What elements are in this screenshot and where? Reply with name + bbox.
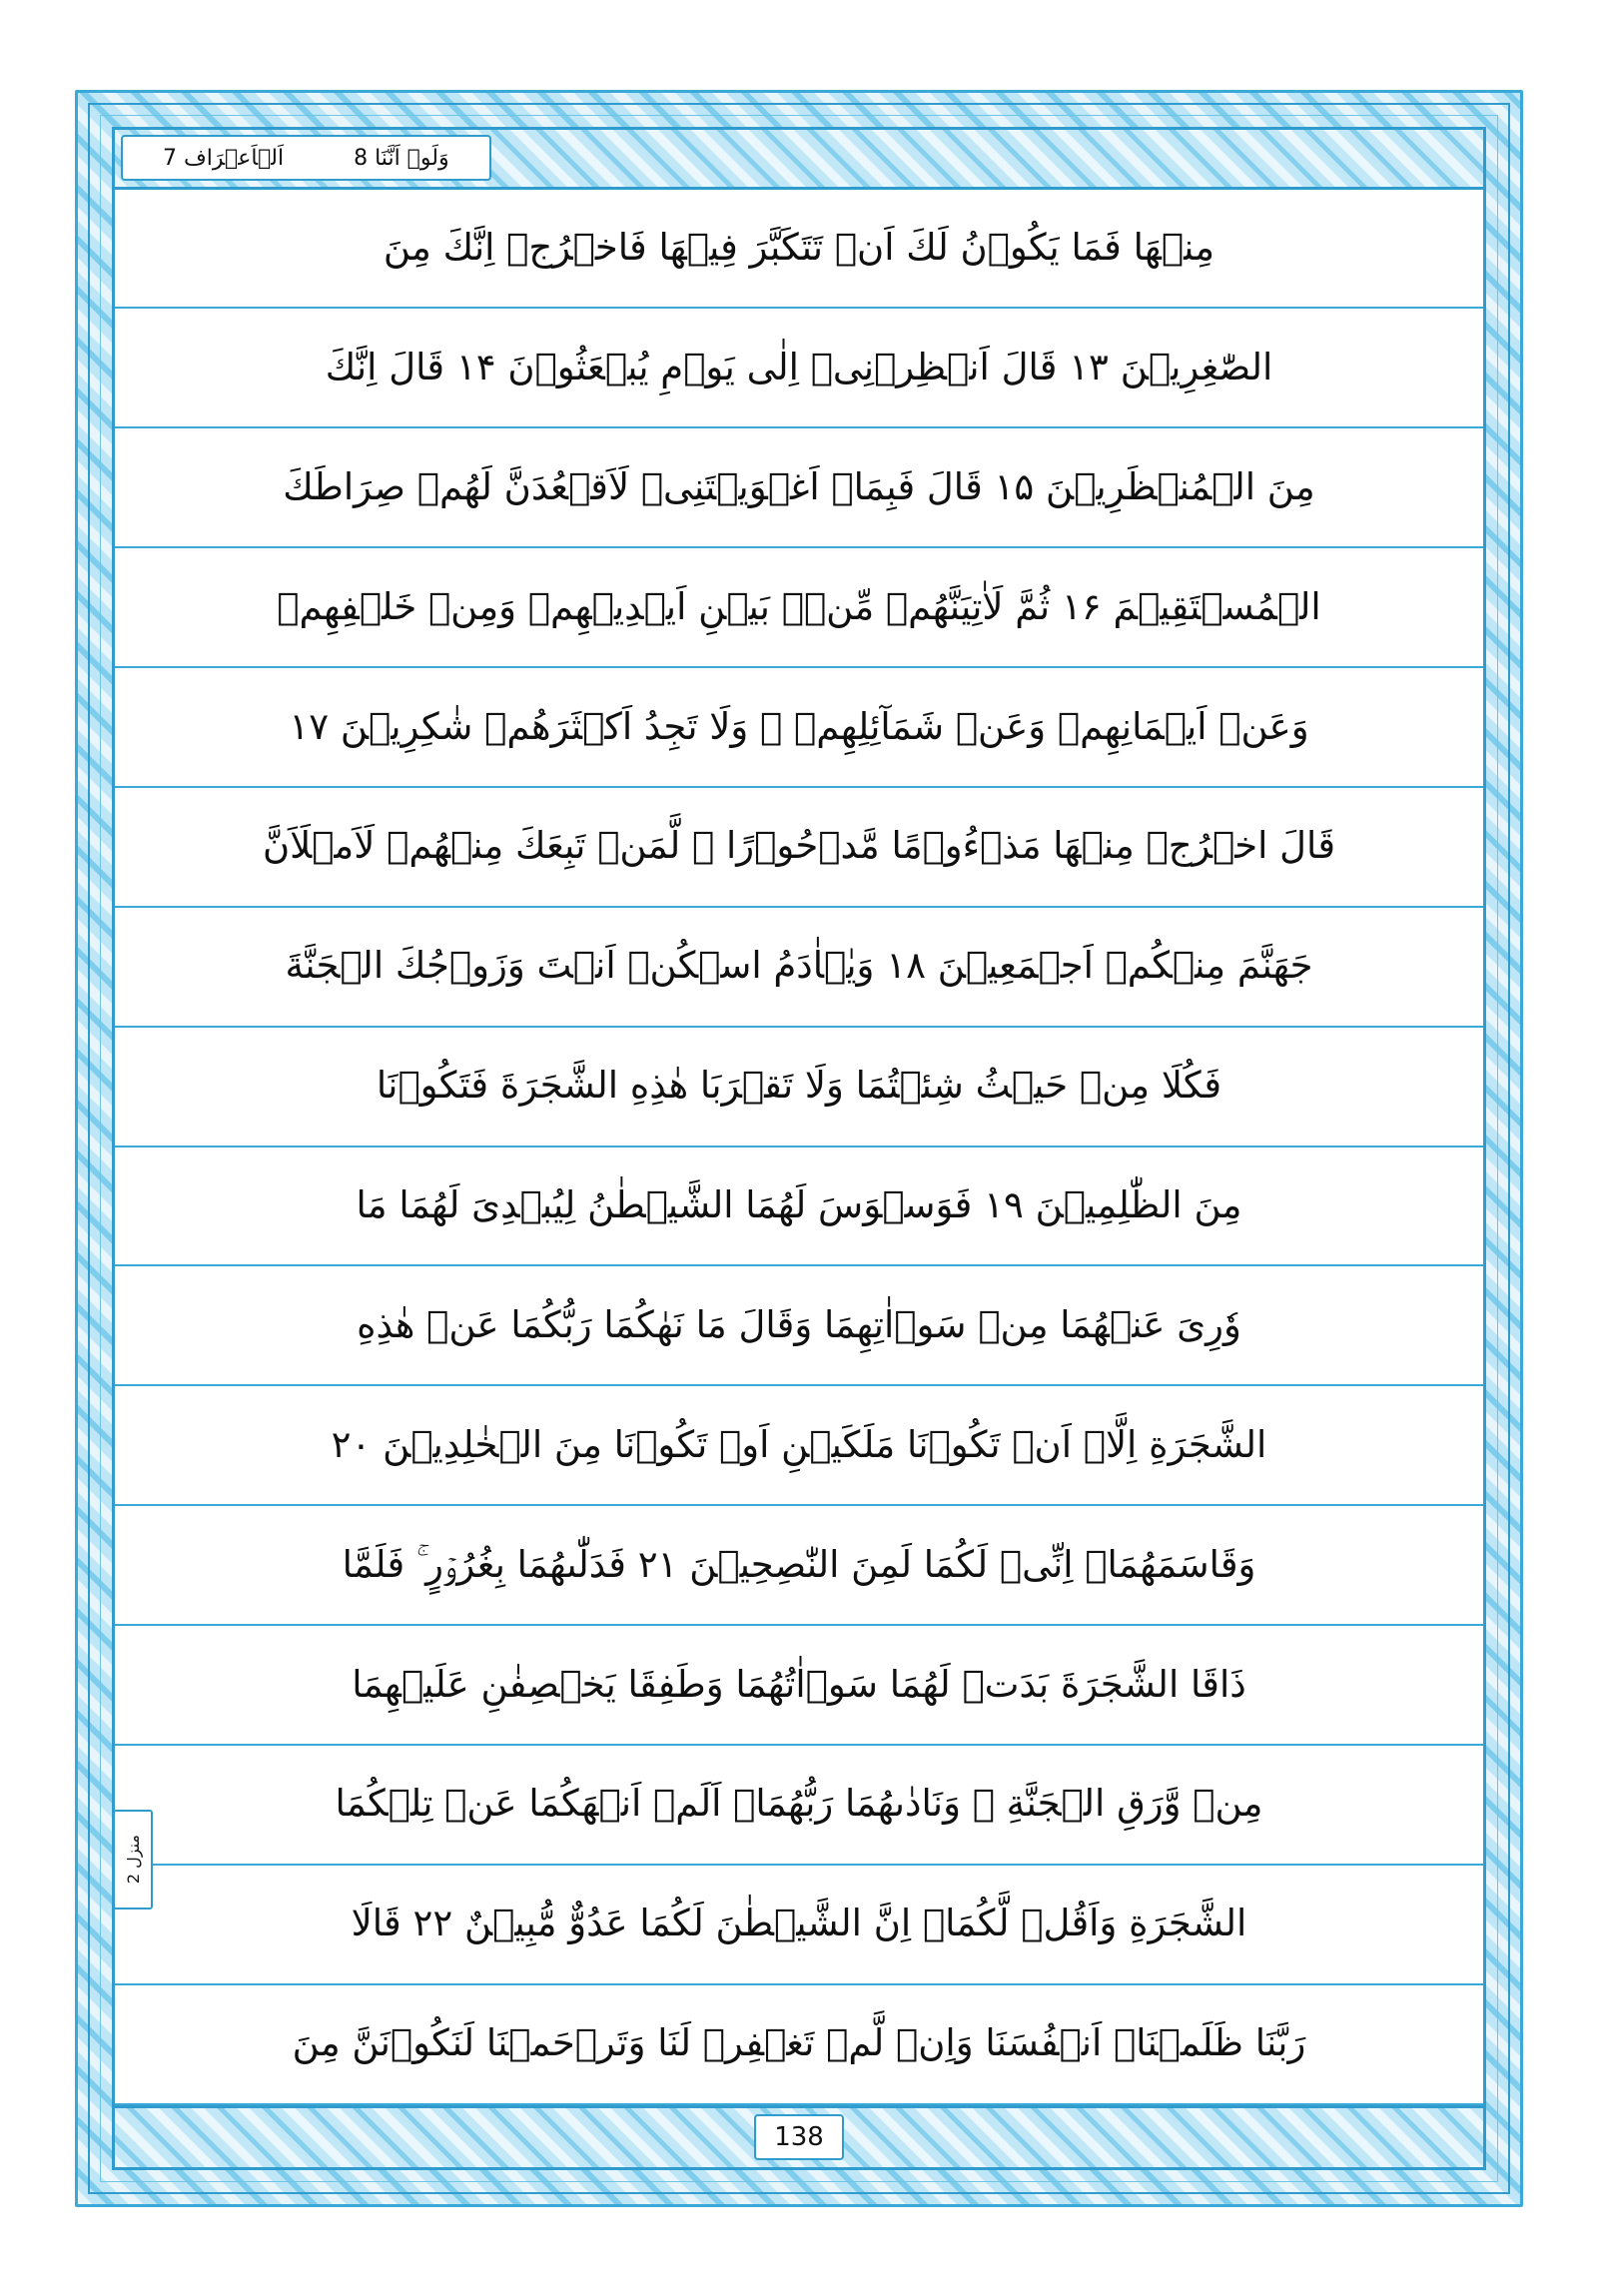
- ayah-line: [115, 788, 1483, 908]
- page-number: 138: [774, 2122, 824, 2152]
- surah-label: اَلۡاَعۡرَاف 7: [163, 145, 285, 171]
- ayah-line: [115, 190, 1483, 310]
- ayah-line: [115, 1985, 1483, 2105]
- page-number-box: [754, 2114, 844, 2160]
- ayah-line-text: مِنَ الۡمُنۡظَرِيۡنَ ۱۵ قَالَ فَبِمَاۤ اَغۡوَيۡتَنِىۡ لَاَقۡعُدَنَّ لَهُمۡ صِرَاطَكَ: [283, 464, 1315, 508]
- ayah-line: [115, 1746, 1483, 1866]
- ayah-line-text: فَكُلَا مِنۡ حَيۡثُ شِئۡتُمَا وَلَا تَقۡرَبَا هٰذِهِ الشَّجَرَةَ فَتَكُوۡنَا: [376, 1064, 1222, 1108]
- ayah-line-text: وٗرِىَ عَنۡهُمَا مِنۡ سَوۡاٰتِهِمَا وَقَالَ مَا نَهٰكُمَا رَبُّكُمَا عَنۡ هٰذِهِ: [357, 1302, 1241, 1346]
- page-footer: [115, 2105, 1483, 2167]
- ayah-lines-container: [115, 190, 1483, 2105]
- manzil-marker: [113, 1810, 153, 1910]
- ayah-line-text: مِنۡ وَّرَقِ الۡجَنَّةِ ۖ وَنَادٰٮهُمَا رَبُّهُمَاۤ اَلَمۡ اَنۡهَكُمَا عَنۡ تِلۡكُمَا: [335, 1782, 1263, 1826]
- ayah-line-text: وَقَاسَمَهُمَاۤ اِنِّىۡ لَكُمَا لَمِنَ النّٰصِحِيۡنَ ۲۱ فَدَلّٰٮهُمَا بِغُرُوۡرٍ ۚ فَلَمَّا: [342, 1542, 1256, 1586]
- ayah-line: [115, 548, 1483, 668]
- ayah-line: [115, 1506, 1483, 1626]
- ayah-line-text: وَعَنۡ اَيۡمَانِهِمۡ وَعَنۡ شَمَآئِلِهِمۡ ۖ وَلَا تَجِدُ اَكۡثَرَهُمۡ شٰكِرِيۡنَ ۱۷: [289, 704, 1309, 748]
- ayah-line-text: الشَّجَرَةِ وَاَقُلۡ لَّكُمَاۤ اِنَّ الشَّيۡطٰنَ لَكُمَا عَدُوٌّ مُّبِيۡنٌ ۲۲ قَالَا: [351, 1902, 1247, 1945]
- ayah-line-text: الۡمُسۡتَقِيۡمَ ۱۶ ثُمَّ لَاٰتِيَنَّهُمۡ مِّنۡۢ بَيۡنِ اَيۡدِيۡهِمۡ وَمِنۡ خَلۡفِهِمۡ: [277, 584, 1321, 628]
- ayah-line: [115, 668, 1483, 788]
- ayah-line: [115, 908, 1483, 1028]
- juz-label: وَلَوۡ اَنَّنَا 8: [354, 145, 449, 171]
- ayah-line: [115, 1266, 1483, 1386]
- ayah-line-text: مِنَ الظّٰلِمِيۡنَ ۱۹ فَوَسۡوَسَ لَهُمَا الشَّيۡطٰنُ لِيُبۡدِىَ لَهُمَا مَا: [356, 1183, 1242, 1227]
- ayah-line: [115, 1148, 1483, 1267]
- page-content-frame: [112, 127, 1486, 2170]
- ayah-line: [115, 309, 1483, 428]
- ayah-line: [115, 428, 1483, 548]
- ayah-line: [115, 1866, 1483, 1985]
- ayah-line-text: قَالَ اخۡرُجۡ مِنۡهَا مَذۡءُوۡمًا مَّدۡحُوۡرًا ۖ لَّمَنۡ تَبِعَكَ مِنۡهُمۡ لَاَمۡلَاَنَّ: [262, 824, 1336, 868]
- page-header: [115, 130, 1483, 190]
- ayah-line-text: ذَاقَا الشَّجَرَةَ بَدَتۡ لَهُمَا سَوۡاٰتُهُمَا وَطَفِقَا يَخۡصِفٰنِ عَلَيۡهِمَا: [352, 1662, 1246, 1706]
- ayah-line-text: الشَّجَرَةِ اِلَّاۤ اَنۡ تَكُوۡنَا مَلَكَيۡنِ اَوۡ تَكُوۡنَا مِنَ الۡخٰلِدِيۡنَ ۲۰: [331, 1422, 1267, 1466]
- header-cartouche: [121, 135, 491, 181]
- ayah-line-text: جَهَنَّمَ مِنۡكُمۡ اَجۡمَعِيۡنَ ۱۸ وَيٰۤاٰدَمُ اسۡكُنۡ اَنۡتَ وَزَوۡجُكَ الۡجَنَّةَ: [285, 944, 1313, 988]
- ayah-line: [115, 1626, 1483, 1746]
- decorative-outer-frame: [75, 90, 1523, 2207]
- ayah-line-text: رَبَّنَا ظَلَمۡنَاۤ اَنۡفُسَنَا وَاِنۡ لَّمۡ تَغۡفِرۡ لَنَا وَتَرۡحَمۡنَا لَنَكُوۡنَنَّ مِنَ: [292, 2021, 1306, 2065]
- manzil-marker-label: منزل 2: [123, 1834, 143, 1885]
- ayah-line: [115, 1386, 1483, 1506]
- ayah-line-text: مِنۡهَا فَمَا يَكُوۡنُ لَكَ اَنۡ تَتَكَبَّرَ فِيۡهَا فَاخۡرُجۡ اِنَّكَ مِنَ: [383, 226, 1215, 270]
- ayah-line: [115, 1028, 1483, 1148]
- ayah-line-text: الصّٰغِرِيۡنَ ۱۳ قَالَ اَنۡظِرۡنِىۡ اِلٰى يَوۡمِ يُبۡعَثُوۡنَ ۱۴ قَالَ اِنَّكَ: [325, 345, 1273, 388]
